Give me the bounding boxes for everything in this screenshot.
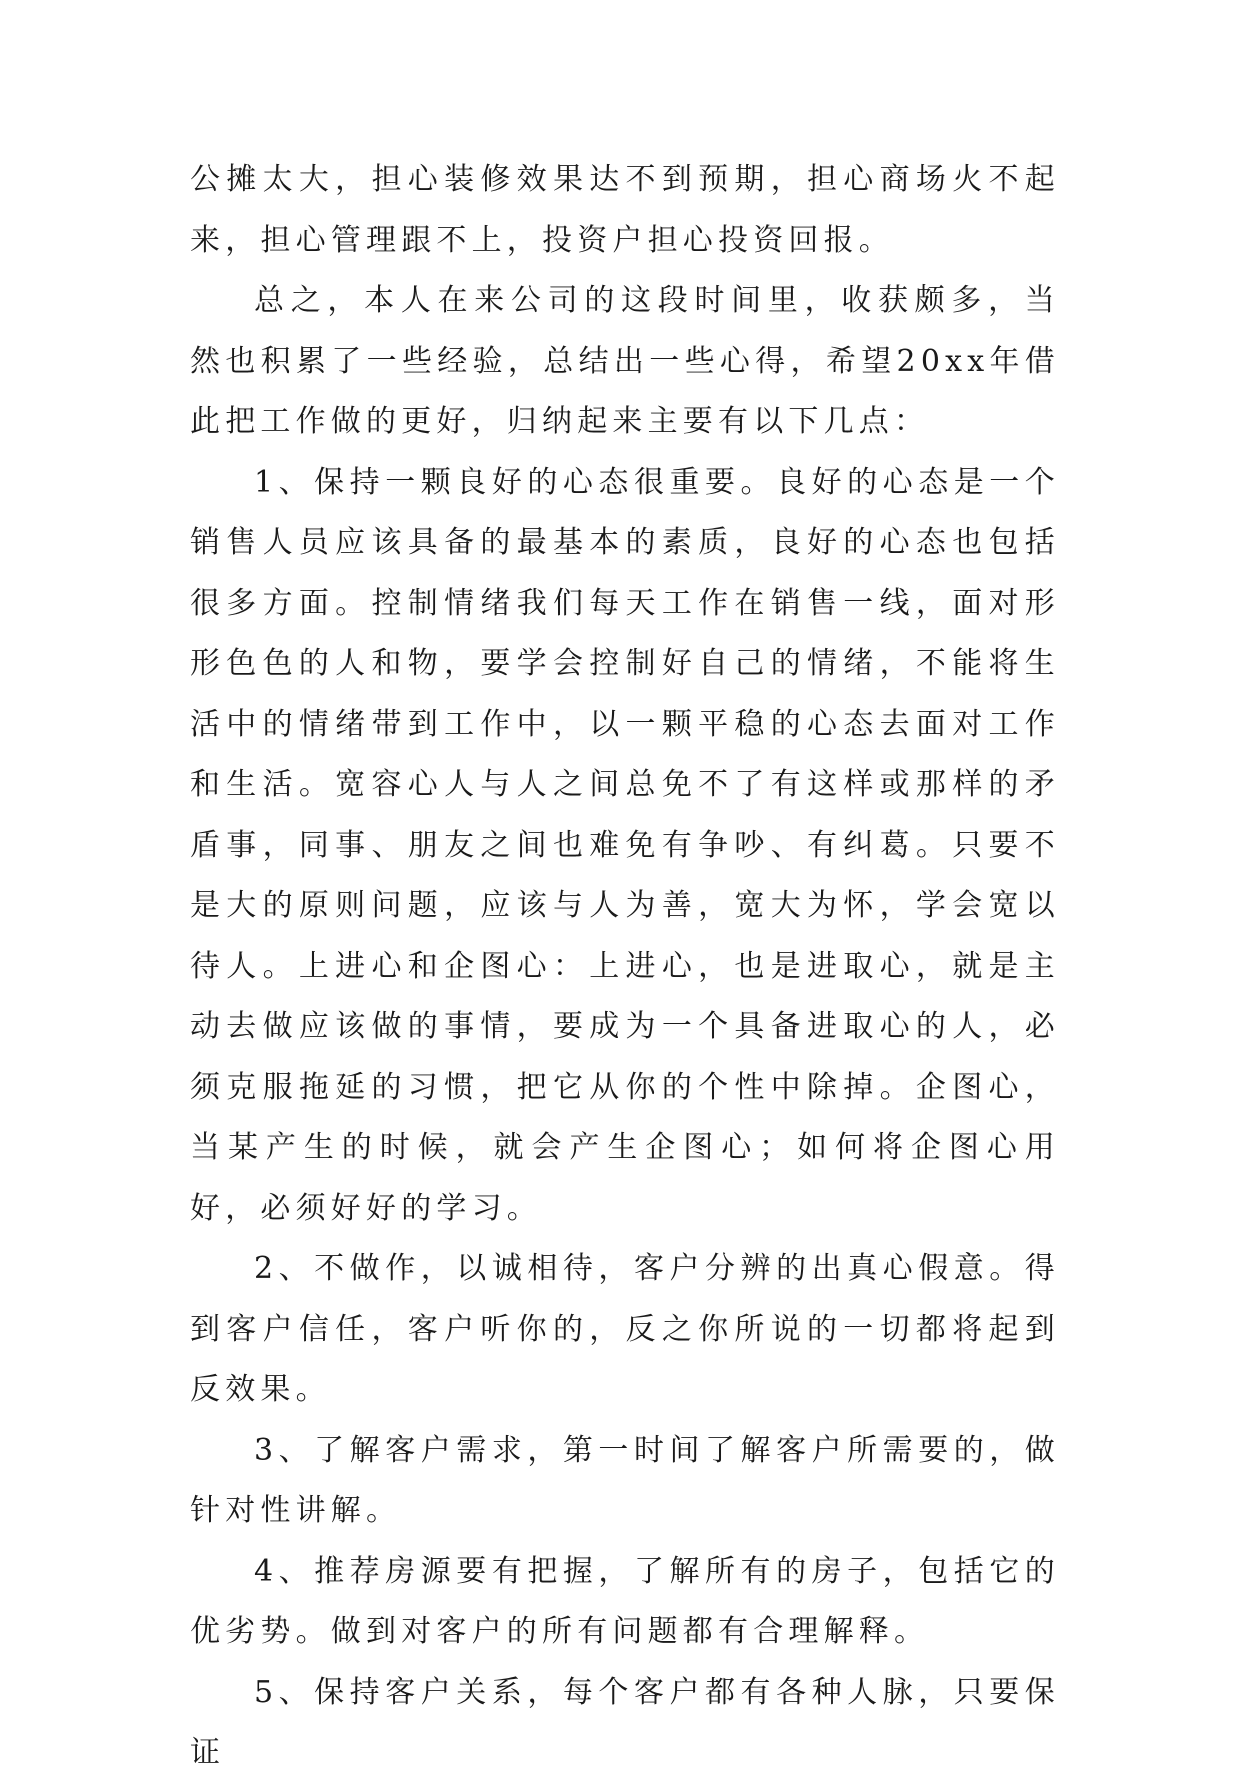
paragraph-7: 5、保持客户关系，每个客户都有各种人脉，只要保证	[190, 1674, 1060, 1770]
paragraph-3: 1、保持一颗良好的心态很重要。良好的心态是一个销售人员应该具备的最基本的素质，良好的心态也包括很多方面。控制情绪我们每天工作在销售一线，面对形形色色的人和物，要学会控制好自己的情绪，不能将生活中的情绪带到工作中，以一颗平稳的心态去面对工作和生活。宽容心人与人之间总免不了有这样或那样的矛盾事，同事、朋友之间也难免有争吵、有纠葛。只要不是大的原则问题，应该与人为善，宽大为怀，学会宽以待人。上进心和企图心：上进心，也是进取心，就是主动去做应该做的事情，要成为一个具备进取心的人，必须克服拖延的习惯，把它从你的个性中除掉。企图心，当某产生的时候，就会产生企图心；如何将企图心用好，必须好好的学习。	[190, 464, 1060, 1226]
document-page	[190, 150, 1060, 1784]
paragraph-6: 4、推荐房源要有把握，了解所有的房子，包括它的优劣势。做到对客户的所有问题都有合理解释。	[190, 1553, 1060, 1649]
paragraph-1: 公摊太大，担心装修效果达不到预期，担心商场火不起来，担心管理跟不上，投资户担心投资回报。	[190, 162, 1060, 258]
paragraph-4: 2、不做作，以诚相待，客户分辨的出真心假意。得到客户信任，客户听你的，反之你所说的一切都将起到反效果。	[190, 1251, 1060, 1407]
paragraph-5: 3、了解客户需求，第一时间了解客户所需要的，做针对性讲解。	[190, 1432, 1060, 1528]
paragraph-2: 总之，本人在来公司的这段时间里，收获颇多，当然也积累了一些经验，总结出一些心得，希望20xx年借此把工作做的更好，归纳起来主要有以下几点：	[190, 283, 1060, 439]
